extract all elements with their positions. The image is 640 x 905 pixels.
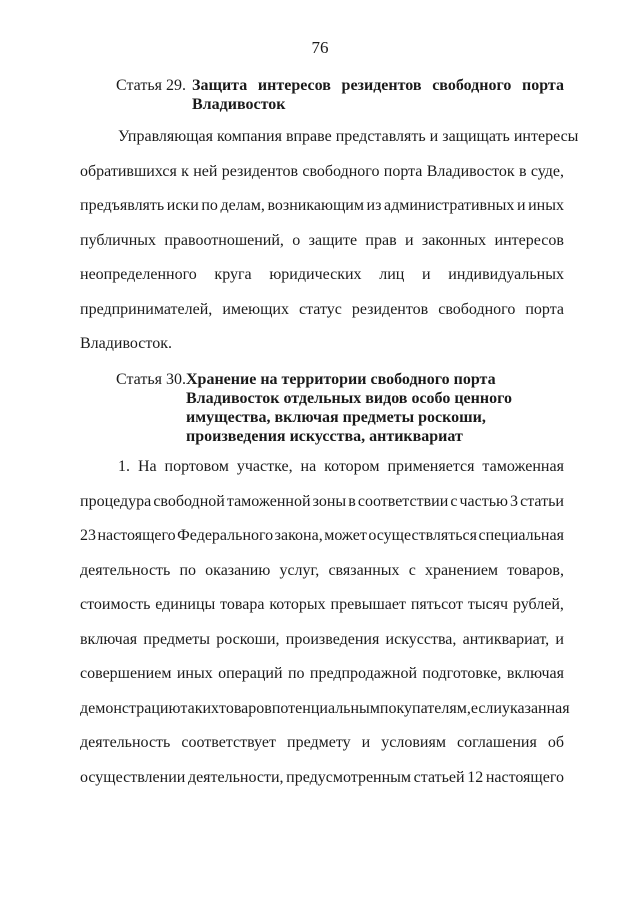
word: возникающим	[267, 197, 364, 214]
word: Федерального	[177, 527, 274, 544]
word: по	[179, 561, 197, 579]
word: стоимость	[80, 596, 151, 613]
word: рублей,	[512, 596, 564, 613]
word: 23	[80, 527, 96, 544]
word: статус	[298, 300, 342, 318]
word: деятельность	[80, 734, 171, 751]
word: условиям	[381, 734, 446, 751]
text-line	[80, 623, 564, 658]
word: таможенная	[482, 458, 564, 475]
word: предпринимателей,	[80, 300, 213, 318]
word: о	[292, 231, 301, 249]
text-line	[80, 657, 564, 692]
article-29-title-line1	[192, 76, 564, 95]
word: искусства,	[385, 630, 457, 648]
word: в	[518, 162, 527, 180]
text-line	[80, 258, 564, 293]
word: включая	[506, 665, 564, 682]
word: если	[470, 699, 502, 717]
text-line	[80, 189, 564, 224]
text-line	[80, 692, 570, 727]
article-30-heading	[116, 370, 564, 446]
text-line	[80, 224, 564, 259]
word: порта	[525, 300, 564, 318]
title-word: резидентов	[341, 77, 422, 94]
text-line	[80, 293, 564, 328]
word: прав	[365, 231, 397, 249]
word: соглашения	[456, 734, 537, 751]
word: таких	[180, 699, 220, 717]
word: применяется	[387, 458, 475, 475]
text-line	[80, 554, 564, 589]
word: 1.	[118, 458, 130, 475]
word: осуществлении	[80, 768, 186, 786]
word: с	[450, 492, 458, 510]
word: имеющих	[222, 300, 289, 318]
word: резидентов	[351, 300, 429, 318]
word: закона,	[274, 527, 323, 544]
word: указанная	[501, 699, 570, 717]
word: административных	[383, 197, 515, 214]
word: и	[516, 197, 526, 214]
word: хранением	[424, 561, 499, 579]
word: настоящего	[97, 527, 176, 544]
word: включая	[80, 630, 138, 648]
text-line	[80, 726, 564, 761]
word: товара	[220, 596, 265, 613]
word: услуг,	[279, 561, 320, 579]
word: деятельность	[80, 561, 171, 579]
article-30-body	[80, 450, 570, 795]
word: иных	[176, 665, 213, 682]
article-30-title-line: Владивосток отдельных видов особо ценного	[186, 390, 512, 407]
text-line	[80, 761, 564, 796]
word: товаров,	[507, 561, 564, 579]
word: Владивосток.	[80, 335, 172, 352]
word: с	[408, 561, 416, 579]
article-30-prefix: Статья 30.	[116, 371, 186, 388]
word: и	[404, 231, 414, 249]
word: специальная	[478, 527, 564, 544]
word: публичных	[80, 231, 156, 249]
word: предусмотренным	[286, 768, 412, 786]
word: круга	[214, 266, 252, 283]
word: юридических	[269, 266, 362, 283]
word: к	[181, 162, 189, 180]
word: совершением	[80, 665, 172, 682]
article-30-title-line: имущества, включая предметы роскоши,	[186, 409, 486, 426]
word: из	[366, 197, 382, 214]
word: иных	[528, 197, 564, 214]
word: об	[547, 734, 564, 751]
word: демонстрацию	[80, 699, 181, 717]
article-29-title-line2: Владивосток	[192, 96, 286, 113]
word: деятельности,	[187, 768, 284, 786]
word: неопределенного	[80, 266, 197, 283]
word: превышает	[330, 596, 406, 613]
word: связанных	[328, 561, 400, 579]
word: соответствует	[181, 734, 276, 751]
word: обратившихся	[80, 162, 177, 180]
article-29-prefix: Статья 29.	[116, 77, 186, 94]
word: в	[348, 492, 356, 510]
word: пятьсот	[410, 596, 463, 613]
article-30-title-line: произведения искусства, антиквариат	[186, 428, 463, 445]
word: лиц	[379, 266, 405, 283]
word: предпродажной	[309, 665, 418, 682]
article-29-heading	[116, 76, 564, 114]
word: может	[324, 527, 367, 544]
title-word: свободного	[432, 77, 512, 94]
word: товаров	[219, 699, 272, 717]
word: покупателям,	[379, 699, 471, 717]
word: зоны	[312, 492, 347, 510]
word: иски	[166, 197, 199, 214]
word: по	[201, 197, 218, 214]
text-line	[80, 588, 564, 623]
word: интересов	[494, 231, 564, 249]
word: таможенной	[226, 492, 311, 510]
word: единицы	[155, 596, 216, 613]
word: участке,	[236, 458, 293, 475]
word: осуществляться	[368, 527, 477, 544]
word: тысяч	[467, 596, 509, 613]
text-line	[80, 120, 579, 155]
word: и	[422, 266, 431, 283]
word: роскоши,	[216, 630, 280, 648]
word: суде,	[530, 162, 564, 180]
word: котором	[324, 458, 380, 475]
title-word: интересов	[257, 77, 331, 94]
word: настоящего	[485, 768, 564, 786]
word: свободного	[302, 162, 380, 180]
word: подготовке,	[422, 665, 502, 682]
word: антиквариат,	[462, 630, 550, 648]
title-word: Защита	[192, 77, 248, 94]
word: Владивосток	[426, 162, 515, 180]
word: портовом	[164, 458, 229, 475]
text-line	[80, 485, 564, 520]
word: делам,	[220, 197, 265, 214]
word: предметы	[143, 630, 210, 648]
word: соответствии	[357, 492, 449, 510]
word: предмету	[287, 734, 351, 751]
word: свободной	[153, 492, 225, 510]
word: статьей	[413, 768, 465, 786]
page-number: 76	[311, 38, 329, 57]
word: и	[555, 630, 564, 648]
word: 3	[510, 492, 519, 510]
article-29-body	[80, 120, 579, 362]
word: операций	[218, 665, 283, 682]
text-line	[80, 519, 564, 554]
word: Управляющая компания вправе представлять и защищать интересы	[118, 128, 579, 145]
word: оказанию	[205, 561, 271, 579]
word: процедура	[80, 492, 152, 510]
word: законных	[421, 231, 487, 249]
word: по	[287, 665, 305, 682]
title-word: порта	[522, 77, 564, 94]
article-30-title-line: Хранение на территории свободного порта	[186, 371, 496, 388]
text-line	[80, 327, 564, 362]
word: и	[361, 734, 371, 751]
word: ней	[193, 162, 218, 180]
word: частью	[459, 492, 508, 510]
word: индивидуальных	[448, 266, 564, 283]
word: резидентов	[221, 162, 299, 180]
word: На	[137, 458, 157, 475]
word: свободного	[438, 300, 516, 318]
word: произведения	[285, 630, 380, 648]
word: порта	[383, 162, 423, 180]
word: правоотношений,	[164, 231, 284, 249]
text-line	[80, 155, 564, 190]
text-line	[80, 450, 564, 485]
word: защите	[308, 231, 358, 249]
word: которых	[269, 596, 326, 613]
word: предъявлять	[80, 197, 165, 214]
word: на	[300, 458, 317, 475]
word: статьи	[520, 492, 564, 510]
word: потенциальным	[271, 699, 380, 717]
word: 12	[467, 768, 484, 786]
